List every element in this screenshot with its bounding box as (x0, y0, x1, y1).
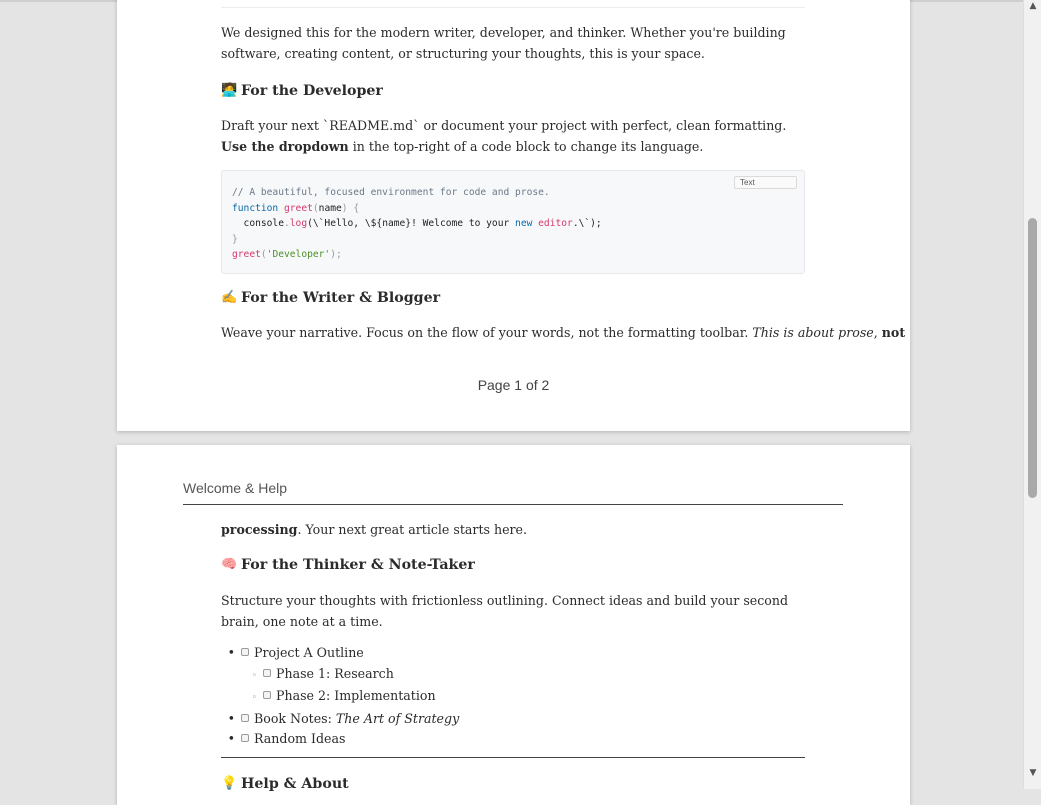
developer-text-2: in the top-right of a code block to change its language. (348, 138, 704, 154)
code-line-2 (232, 201, 794, 217)
writer-text-italic: This is about prose (752, 325, 874, 340)
code-block[interactable] (221, 170, 805, 274)
task-item[interactable] (221, 686, 805, 709)
code-token: . (283, 218, 290, 229)
bullet-icon: • (227, 645, 235, 660)
task-checkbox[interactable] (241, 714, 249, 722)
writer-paragraph[interactable] (221, 323, 906, 344)
code-arg: name (318, 202, 342, 214)
task-label: Phase 2: Implementation (276, 688, 436, 704)
code-token: greet (232, 249, 261, 260)
code-token: .\`); (572, 218, 602, 229)
code-line-4: } (232, 233, 238, 245)
page-number: Page 1 of 2 (477, 377, 550, 393)
continuation-bold: processing (221, 522, 298, 537)
task-item[interactable] (221, 709, 805, 730)
developer-paragraph[interactable] (221, 116, 805, 157)
code-line-1: // A beautiful, focused environment for code and prose. (232, 187, 550, 198)
scrollbar-thumb[interactable] (1028, 218, 1037, 498)
running-header: Welcome & Help (183, 480, 288, 496)
code-token: (\`Hello, \${ (307, 218, 383, 229)
help-heading[interactable] (221, 776, 349, 792)
developer-text-bold: Use the dropdown (221, 138, 349, 154)
code-token: new (515, 218, 533, 229)
task-label: Phase 1: Research (276, 665, 394, 681)
vertical-scrollbar[interactable] (1023, 0, 1041, 789)
continuation-paragraph[interactable] (221, 520, 805, 541)
task-label: Book Notes: (254, 710, 336, 726)
code-string: 'Developer' (266, 249, 331, 260)
code-token: }! Welcome to your (405, 218, 516, 229)
task-checkbox[interactable] (241, 648, 249, 656)
code-line-5 (232, 247, 794, 263)
writer-text-2: , (873, 325, 882, 340)
task-item[interactable] (221, 729, 805, 750)
code-token: editor (538, 218, 573, 229)
bullet-icon: • (227, 710, 235, 726)
code-token: console (232, 218, 284, 229)
thinker-paragraph[interactable]: Structure your thoughts with frictionless outlining. Connect ideas and build your second brain, one note at a time. (221, 593, 789, 629)
bullet-icon: • (227, 731, 235, 747)
sub-bullet-icon: ◦ (251, 693, 257, 704)
sub-bullet-icon: ◦ (251, 670, 257, 681)
code-language-dropdown[interactable]: Text (734, 176, 797, 189)
task-checkbox[interactable] (263, 669, 271, 677)
code-token: ( (260, 249, 267, 260)
section-divider (221, 757, 805, 758)
scroll-down-icon[interactable]: ▼ (1029, 768, 1037, 778)
task-checkbox[interactable] (241, 734, 249, 742)
light-bulb-icon: 💡 (221, 776, 238, 791)
header-divider (183, 504, 843, 505)
thinker-heading-text: For the Thinker & Note-Taker (241, 557, 475, 573)
task-item[interactable] (221, 643, 805, 664)
code-token: log (289, 218, 308, 229)
writer-heading[interactable] (221, 290, 440, 306)
thinker-heading[interactable] (221, 557, 475, 573)
code-line-3 (232, 216, 794, 232)
writer-heading-text: For the Writer & Blogger (241, 290, 441, 306)
developer-text-1: Draft your next `README.md` or document your project with perfect, clean formatting. (221, 118, 787, 133)
code-token: name (382, 218, 406, 229)
task-label-italic: The Art of Strategy (335, 710, 460, 726)
code-function-name: greet (284, 202, 313, 214)
help-heading-text: Help & About (241, 776, 349, 792)
technologist-icon: 🧑‍💻 (221, 83, 238, 98)
top-divider (221, 7, 805, 8)
document-page-2 (117, 445, 910, 805)
document-page-1 (117, 0, 910, 431)
writer-text-1: Weave your narrative. Focus on the flow of your words, not the formatting toolbar. (221, 325, 753, 340)
brain-icon: 🧠 (221, 557, 238, 572)
code-punct: ) { (341, 202, 360, 214)
intro-paragraph[interactable]: We designed this for the modern writer, developer, and thinker. Whether you're building software, creating content, or structuring your thoughts, this is your space. (221, 25, 786, 61)
code-token: ); (330, 249, 342, 260)
task-checkbox[interactable] (263, 691, 271, 699)
code-punct: ( (312, 202, 319, 214)
writer-text-bold: not (881, 325, 906, 340)
task-list (221, 643, 805, 750)
task-label: Random Ideas (254, 731, 346, 747)
continuation-text: . Your next great article starts here. (297, 522, 528, 537)
task-label: Project A Outline (254, 645, 364, 660)
writing-hand-icon: ✍️ (221, 290, 238, 305)
scroll-up-icon[interactable]: ▲ (1029, 1, 1037, 11)
developer-heading[interactable] (221, 83, 383, 99)
code-keyword: function (232, 202, 279, 214)
developer-heading-text: For the Developer (241, 83, 383, 99)
task-item[interactable] (221, 664, 805, 687)
